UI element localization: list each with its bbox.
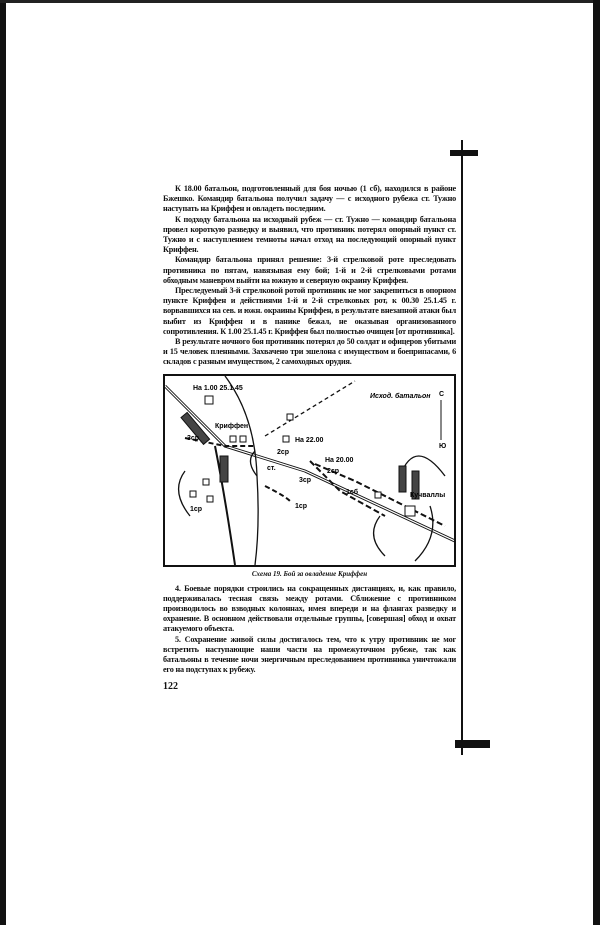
body-text-bottom	[163, 584, 456, 676]
scan-mark	[455, 740, 490, 748]
map-label: 3ср	[299, 476, 312, 484]
map-label: 1ср	[190, 505, 203, 513]
south-label: Ю	[439, 442, 447, 450]
paragraph: К 18.00 батальон, подготовленный для боя ночью (1 сб), находился в районе Бжешко. Командир батальона получил задачу — с исходного рубежа ст. Тужно наступать на Криффен и овладеть последним.	[163, 184, 456, 214]
map-label-kuchvally: Кучваллы	[410, 491, 446, 499]
scan-edge-left	[0, 0, 6, 925]
scan-edge-right	[593, 0, 600, 925]
paragraph: Командир батальона принял решение: 3-й стрелковой роте преследовать противника по пятам, навязывая ему бой; 1-й и 2-й стрелковыми ротами обходным маневром выйти на южную и северную окраину Криффен.	[163, 255, 456, 285]
paragraph: Преследуемый 3-й стрелковой ротой противник не мог закрепиться в опорном пункте Криффен и действиями 1-й и 2-й стрелковых рот, к 00.30 25.1.45 г. ворвавшихся на сев. и южн. окраины Криффен, в результате внезапной атаки был выбит из Криффен и в панике бежал, не оказывая организованного сопротивления. К 1.00 25.1.45 г. Криффен был полностью очищен [от противника].	[163, 286, 456, 336]
page-number: 122	[163, 681, 178, 693]
map-label: На 1.00 25.1.45	[193, 384, 243, 392]
map-label: 2ср	[327, 467, 340, 475]
map-label: 3ср	[187, 434, 200, 442]
binding-rule	[461, 140, 463, 755]
figure-caption: Схема 19. Бой за овладение Криффен	[251, 569, 368, 578]
map-label-kriffen: Криффен	[215, 422, 249, 430]
paragraph: 4. Боевые порядки строились на сокращенных дистанциях, и, как правило, поддерживалась тесная связь между ротами. Сближение с противником производилось во взводных колоннах, имея впереди и на флангах разведку и охранение. В основном действовали отдельные группы, [совершая] обход и охват атакуемого объекта.	[163, 583, 456, 634]
paragraph: К подходу батальона на исходный рубеж — ст. Тужно — командир батальона провел короткую разведку и выявил, что противник потерял опорный пункт ст. Тужно и с наступлением темноты начал отход на последующий опорный пункт Криффен.	[163, 214, 456, 255]
paragraph: В результате ночного боя противник потерял до 50 солдат и офицеров убитыми и 15 человек пленными. Захвачено три эшелона с имуществом и боеприпасами, 6 складов с разным имуществом, 2 самоходных орудия.	[163, 337, 456, 367]
map-label: ст.	[267, 464, 276, 472]
map-label: Исход. батальон	[370, 392, 431, 400]
scan-mark	[450, 150, 478, 156]
map-label: На 20.00	[325, 456, 354, 464]
map-label: На 22.00	[295, 436, 324, 444]
scan-edge-top	[0, 0, 600, 3]
body-text-top	[163, 184, 456, 368]
map-label: 1сб	[346, 488, 359, 496]
battle-map	[163, 374, 456, 567]
page-column	[163, 184, 456, 693]
map-label: 2ср	[277, 448, 290, 456]
paragraph: 5. Сохранение живой силы достигалось тем, что к утру противник не мог встретить наступающие наши части на промежуточном рубеже, так как батальоны в течение ночи энергичным преследованием противника уничтожали его на подступах к рубежу.	[163, 634, 456, 675]
north-label: С	[439, 390, 445, 398]
map-label: 1ср	[295, 502, 308, 510]
